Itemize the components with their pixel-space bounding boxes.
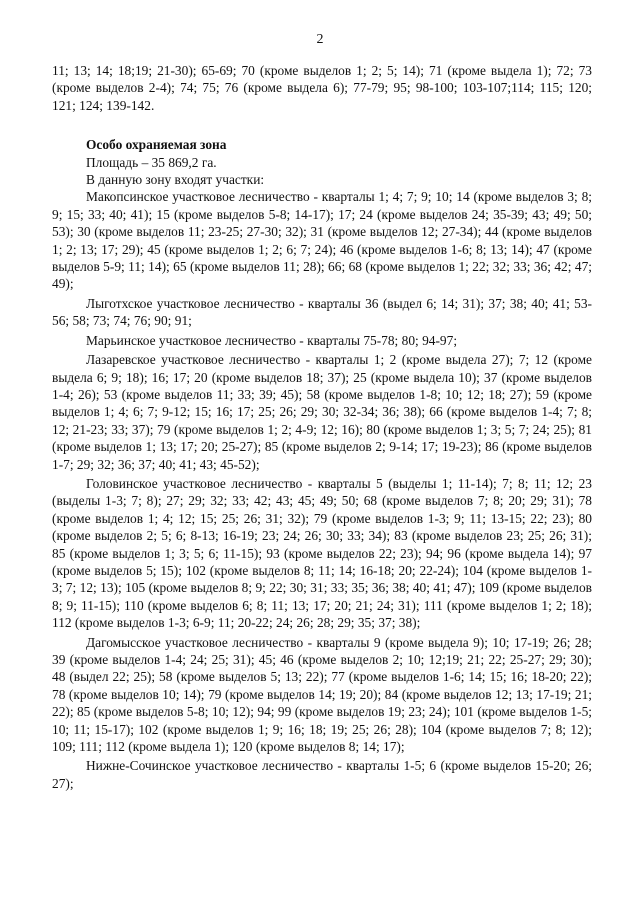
zone-intro: В данную зону входят участки: <box>86 172 265 188</box>
forestry-dagomysskoe: Дагомысское участковое лесничество - кварталы 9 (кроме выдела 9); 10; 17-19; 26; 28; 39 (кроме выделов 1-4; 24; 25; 31); 45; 46 (кроме выделов 2; 10; 12;19; 21; 22; 25-27; 29; 30); 48 (выдел 22; 25); 58 (кроме выделов 5; 13; 22); 77 (кроме выделов 1-6; 14; 15; 16; 18-20; 22); 78 (кроме выделов 10; 14); 79 (кроме выделов 14; 19; 20); 84 (кроме выделов 12; 13; 17-19; 21; 22); 85 (кроме выделов 5-8; 10; 12); 94; 99 (кроме выделов 19; 23; 24); 101 (кроме выделов 1-5; 10; 11; 15-17); 102 (кроме выделов 1; 9; 16; 18; 19; 25; 26; 28); 104 (кроме выделов 7; 8; 12); 109; 111; 112 (кроме выдела 1); 120 (кроме выделов 8; 14; 17); <box>52 634 592 755</box>
forestry-lazarevskoe: Лазаревское участковое лесничество - кварталы 1; 2 (кроме выдела 27); 7; 12 (кроме выдела 6; 9; 18); 16; 17; 20 (кроме выделов 18; 37); 25 (кроме выдела 10); 37 (кроме выделов 1-4; 26); 53 (кроме выделов 11; 33; 39; 45); 58 (кроме выделов 1-8; 10; 12; 18; 27); 59 (кроме выделов 1; 4; 6; 7; 9-12; 15; 16; 17; 25; 26; 29; 30; 32-34; 36; 38); 66 (кроме выделов 1-4; 7; 8; 12; 21-23; 33; 37); 79 (кроме выделов 1; 2; 4-9; 12; 16); 80 (кроме выделов 1; 3; 5; 7; 24; 25); 81 (кроме выделов 1; 13; 17; 20; 25-27); 85 (кроме выделов 2; 9-14; 17; 19-23); 86 (кроме выделов 1-7; 29; 32; 36; 37; 40; 41; 43; 45-52); <box>52 352 592 472</box>
intro-paragraph: 11; 13; 14; 18;19; 21-30); 65-69; 70 (кроме выделов 1; 2; 5; 14); 71 (кроме выдела 1); 72; 73 (кроме выделов 2-4); 74; 75; 76 (кроме выдела 6); 77-79; 95; 98-100; 103-107;114; 115; 120; 121; 124; 139-142. <box>52 63 592 113</box>
forestry-marinskoe: Марьинское участковое лесничество - кварталы 75-78; 80; 94-97; <box>86 332 458 348</box>
document-body <box>52 62 592 792</box>
forestry-lygotkhskoe: Лыготхское участковое лесничество - кварталы 36 (выдел 6; 14; 31); 37; 38; 40; 41; 53-56; 58; 73; 74; 76; 90; 91; <box>52 295 592 329</box>
section-area: Площадь – 35 869,2 га. <box>86 154 217 170</box>
page-number: 2 <box>316 32 324 47</box>
forestry-nizhne-sochinskoe: Нижне-Сочинское участковое лесничество - кварталы 1-5; 6 (кроме выделов 15-20; 26; 27); <box>52 758 592 791</box>
section-heading: Особо охраняемая зона <box>86 137 227 153</box>
forestry-makopsinskoe: Макопсинское участковое лесничество - кварталы 1; 4; 7; 9; 10; 14 (кроме выделов 3; 8; 9; 15; 33; 40; 41); 15 (кроме выделов 5-8; 14-17); 17; 24 (кроме выделов 24; 35-39; 43; 49; 50; 53); 30 (кроме выделов 11; 23-25; 27-30; 32); 31 (кроме выделов 12; 27-34); 44 (кроме выделов 1; 2; 13; 17; 29); 45 (кроме выделов 1; 2; 6; 7; 24); 46 (кроме выделов 1-6; 8; 13; 14); 47 (кроме выделов 5-9; 11; 14); 65 (кроме выделов 11; 28); 66; 68 (кроме выделов 1; 22; 32; 33; 36; 42; 47; 49); <box>52 189 592 292</box>
forestry-golovinskoe: Головинское участковое лесничество - кварталы 5 (выделы 1; 11-14); 7; 8; 11; 12; 23 (выделы 1-3; 7; 8); 27; 29; 32; 33; 42; 43; 45; 49; 50; 68 (кроме выделов 7; 8; 20; 29; 31); 78 (кроме выделов 1; 4; 12; 15; 25; 26; 31; 32); 79 (кроме выделов 1-3; 9; 11; 13-15; 22; 23); 80 (кроме выделов 2; 5; 6; 8-13; 16-19; 23; 24; 26; 30; 33; 34); 83 (кроме выделов 23; 25; 26; 31); 85 (кроме выделов 1; 3; 5; 6; 11-15); 93 (кроме выделов 22; 23); 94; 96 (кроме выдела 14); 97 (кроме выделов 5; 15); 102 (кроме выделов 8; 11; 14; 16-18; 20; 22-24); 104 (кроме выделов 1-3; 7; 12; 13); 105 (кроме выделов 8; 9; 22; 30; 31; 33; 35; 36; 38; 40; 41; 47); 109 (кроме выделов 8; 9; 11-15); 110 (кроме выделов 6; 8; 11; 13; 17; 20; 21; 24; 31); 111 (кроме выделов 1; 2; 18); 112 (кроме выделов 1-3; 6-9; 11; 20-22; 24; 26; 28; 29; 35; 37; 38); <box>52 475 592 631</box>
